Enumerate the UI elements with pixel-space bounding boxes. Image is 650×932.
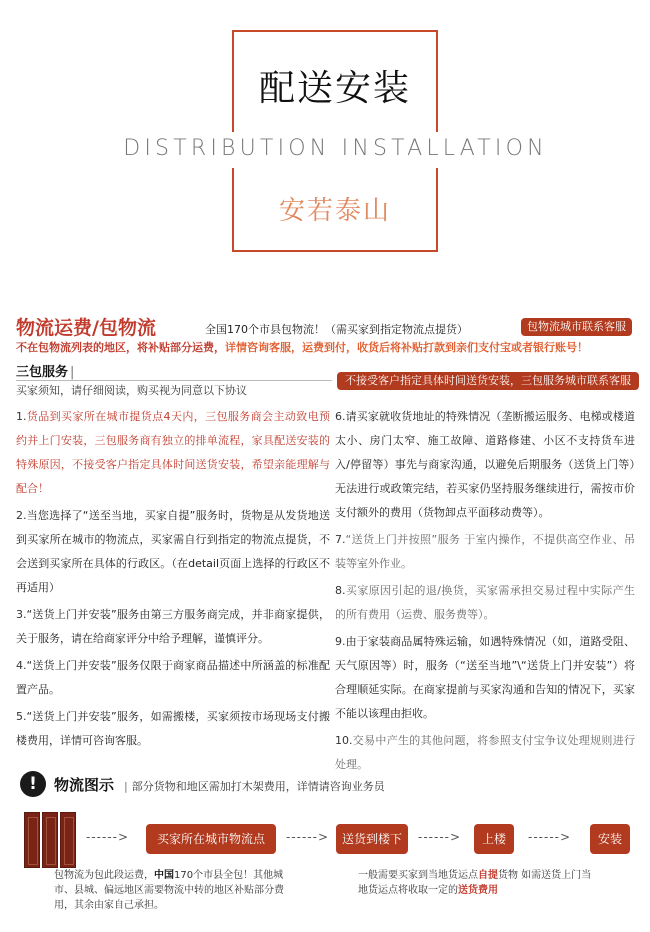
term-text: 由于家装商品属特殊运输，如遇特殊情况（如，道路受阻、天气原因等）时，服务（“送至当地”\“送货上门并安装”）将合理顺延实际。在商家提前与买家沟通和告知的情况下，买家不能以该理由拒收。 [335, 635, 635, 720]
screen-panel [42, 812, 58, 868]
term-text: 交易中产生的其他问题，将参照支付宝争议处理规则进行处理。 [335, 734, 635, 771]
term-text: 买家原因引起的退/换货，买家需承担交易过程中实际产生的所有费用（运费、服务费等）。 [335, 584, 635, 621]
term-item [335, 729, 635, 777]
flow-arrow: ------> [86, 830, 130, 844]
term-item [335, 579, 635, 627]
term-text: “送货上门并安装”服务，如需搬楼，买家须按市场现场支付搬楼费用，详情可咨询客服。 [16, 710, 330, 747]
brand-name: 安若泰山 [278, 196, 391, 226]
term-item [335, 630, 635, 726]
step-city-logistics-point: 买家所在城市物流点 [146, 824, 276, 854]
term-item [335, 528, 635, 576]
footnote-text: 货物 如需送货上门当地货运点将收取一定的 [358, 870, 592, 896]
page-subtitle-en: DISTRIBUTION INSTALLATION [123, 136, 548, 161]
screen-panel [60, 812, 76, 868]
term-item [16, 705, 330, 753]
term-text-emphasis: 不接受客户指定具体时间送货安装，希望亲能理解与配合！ [16, 458, 331, 495]
footnote-text: 一般需要买家到当地货运点 [358, 870, 478, 881]
service-title: 三包服务 | [16, 361, 74, 380]
service-contact-tag: 不接受客户指定具体时间送货安装，三包服务城市联系客服 [337, 372, 639, 390]
terms-left-column [16, 405, 330, 756]
footnote-text: 包物流为包此段运费， [54, 870, 154, 881]
service-divider [16, 380, 332, 381]
footnote-text: 170个市县全包！其他城市、县城、偏远地区需要物流中转的地区补贴部分费用，其余由家自己承担。 [54, 870, 284, 911]
subsidy-notice-a: 不在包物流列表的地区，将补贴部分运费， [16, 341, 225, 354]
folding-screen-icon [24, 812, 78, 868]
term-number: 2. [16, 509, 27, 522]
term-number: 10. [335, 734, 353, 747]
term-number: 8. [335, 584, 346, 597]
term-number: 6. [335, 410, 346, 423]
subsidy-notice-b: 详情咨询客服，运费到付，收货后将补贴打款到亲们支付宝或者银行账号！ [225, 341, 588, 354]
step-install: 安装 [590, 824, 630, 854]
term-text: “送货上门并安装”服务由第三方服务商完成，并非商家提供，关于服务，请在给商家评分中给予理解，谨慎评分。 [16, 608, 330, 645]
footnote-emphasis: 送货费用 [458, 885, 498, 896]
terms-right-column [335, 405, 635, 780]
screen-panel [24, 812, 40, 868]
footnote-emphasis: 中国 [154, 870, 174, 881]
flow-arrow: ------> [528, 830, 572, 844]
page-title: 配送安装 [258, 68, 411, 109]
term-text: 请买家就收货地址的特殊情况（垄断搬运服务、电梯或楼道太小、房门太窄、施工故障、道路修建、小区不支持货车进入/停留等）事先与商家沟通，以避免后期服务（送货上门等）无法进行或政策完结，若买家仍坚持服务继续进行，需按市价支付额外的费用（货物卸点平面移动费等）。 [335, 410, 635, 519]
term-item [335, 405, 635, 525]
term-item [16, 603, 330, 651]
flow-arrow: ------> [418, 830, 462, 844]
term-number: 9. [335, 635, 346, 648]
step-upstairs: 上楼 [474, 824, 514, 854]
diagram-title: 物流图示 [54, 776, 115, 794]
term-text: 当您选择了“送至当地，买家自提”服务时，货物是从发货地送到买家所在城市的物流点，买家需自行到指定的物流点提货，不会送到买家所在具体的行政区。（在detail页面上选择的行政区不再适用） [16, 509, 330, 594]
term-number: 4. [16, 659, 27, 672]
diagram-note: | 部分货物和地区需加打木架费用，详情请咨询业务员 [124, 778, 385, 794]
term-number: 7. [335, 533, 346, 546]
term-number: 5. [16, 710, 27, 723]
subsidy-notice [16, 339, 588, 355]
logistics-note: 全国170个市县包物流！（需买家到指定物流点提货） [205, 323, 468, 336]
step-deliver-downstairs: 送货到楼下 [336, 824, 408, 854]
term-item [16, 654, 330, 702]
term-number: 1. [16, 410, 27, 423]
logistics-title: 物流运费/包物流 [16, 317, 156, 339]
term-number: 3. [16, 608, 27, 621]
logistics-contact-tag: 包物流城市联系客服 [521, 318, 632, 336]
exclamation-icon: ! [20, 771, 46, 797]
term-text: 货品到买家所在城市提货点4天内，三包服务商会主动致电预约并上门安装，三包服务商有独立的排单流程，家具配送安装的特殊原因， [16, 410, 330, 471]
term-text: “送货上门并按照”服务 于室内操作，不提供高空作业、吊装等室外作业。 [335, 533, 635, 570]
term-text: “送货上门并安装”服务仅限于商家商品描述中所涵盖的标准配置产品。 [16, 659, 330, 696]
buyer-notice: 买家须知，请仔细阅读，购买视为同意以下协议 [16, 384, 247, 397]
term-item [16, 504, 330, 600]
diagram-footnote-right [358, 868, 594, 898]
flow-arrow: ------> [286, 830, 330, 844]
term-item [16, 405, 330, 501]
footnote-emphasis: 自提 [478, 870, 498, 881]
diagram-footnote-left [54, 868, 290, 913]
